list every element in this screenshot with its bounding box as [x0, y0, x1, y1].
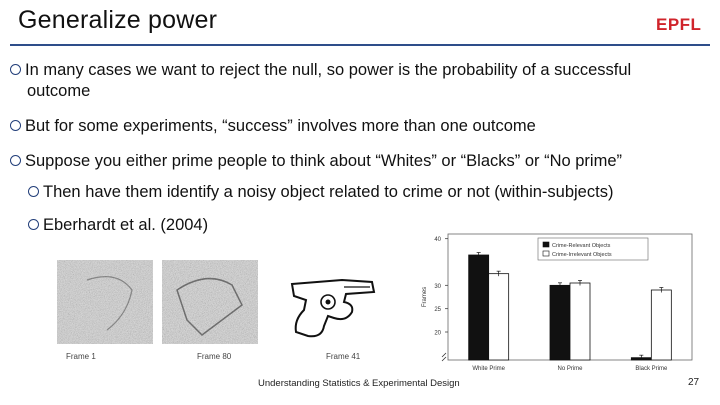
y-tick-label: 40	[434, 237, 441, 244]
x-tick-label: White Prime	[472, 366, 506, 372]
page-number: 27	[688, 377, 700, 388]
circle-bullet-icon	[28, 219, 39, 230]
sub-bullet-1	[28, 182, 613, 203]
axis-break-mark	[442, 353, 446, 361]
sub-bullet-1-text: Then have them identify a noisy object related to crime or not (within-subjects)	[43, 183, 614, 201]
footer-text: Understanding Statistics & Experimental Design	[258, 378, 460, 389]
x-tick-label: No Prime	[557, 366, 583, 372]
bullet-1-text-continued: outcome	[27, 82, 91, 100]
circle-bullet-icon	[10, 155, 21, 166]
noise-texture	[162, 260, 258, 344]
bar	[469, 255, 489, 360]
bullet-1-text: In many cases we want to reject the null, so power is the probability of a successful	[25, 61, 632, 79]
bar	[489, 274, 509, 360]
pistol-icon	[284, 260, 380, 344]
circle-bullet-icon	[28, 186, 39, 197]
title-underline	[10, 44, 710, 46]
legend-label: Crime-Irrelevant Objects	[552, 252, 612, 258]
legend-swatch	[543, 242, 549, 247]
y-axis-label: Frames	[422, 286, 428, 308]
bar-chart	[410, 226, 700, 376]
frame-3-label: Frame 41	[326, 352, 361, 361]
slide-title: Generalize power	[18, 6, 218, 34]
noisy-frame-2	[162, 260, 258, 344]
x-tick-label: Black Prime	[635, 366, 668, 372]
y-tick-label: 30	[434, 283, 441, 290]
circle-bullet-icon	[10, 120, 21, 131]
bar	[570, 283, 590, 360]
bullet-3	[10, 151, 622, 172]
frame-1-label: Frame 1	[66, 352, 96, 361]
bar	[550, 285, 570, 360]
circle-bullet-icon	[10, 64, 21, 75]
bullet-1	[10, 60, 710, 102]
y-tick-label: 25	[434, 307, 441, 314]
epfl-logo-text: EPFL	[656, 15, 702, 34]
frame-2-label: Frame 80	[197, 352, 232, 361]
bullet-2	[10, 116, 536, 137]
clear-frame-3	[284, 260, 380, 344]
legend-swatch	[543, 251, 549, 256]
bar	[651, 290, 671, 360]
sub-bullet-2-text: Eberhardt et al. (2004)	[43, 216, 209, 234]
sub-bullet-2	[28, 215, 208, 236]
bullet-2-text: But for some experiments, “success” involves more than one outcome	[25, 117, 536, 135]
noise-texture	[57, 260, 153, 344]
epfl-logo	[656, 14, 702, 34]
legend-label: Crime-Relevant Objects	[552, 243, 611, 249]
bullet-3-text: Suppose you either prime people to think about “Whites” or “Blacks” or “No prime”	[25, 152, 623, 170]
noisy-frame-1	[57, 260, 153, 344]
y-tick-label: 20	[434, 330, 441, 337]
